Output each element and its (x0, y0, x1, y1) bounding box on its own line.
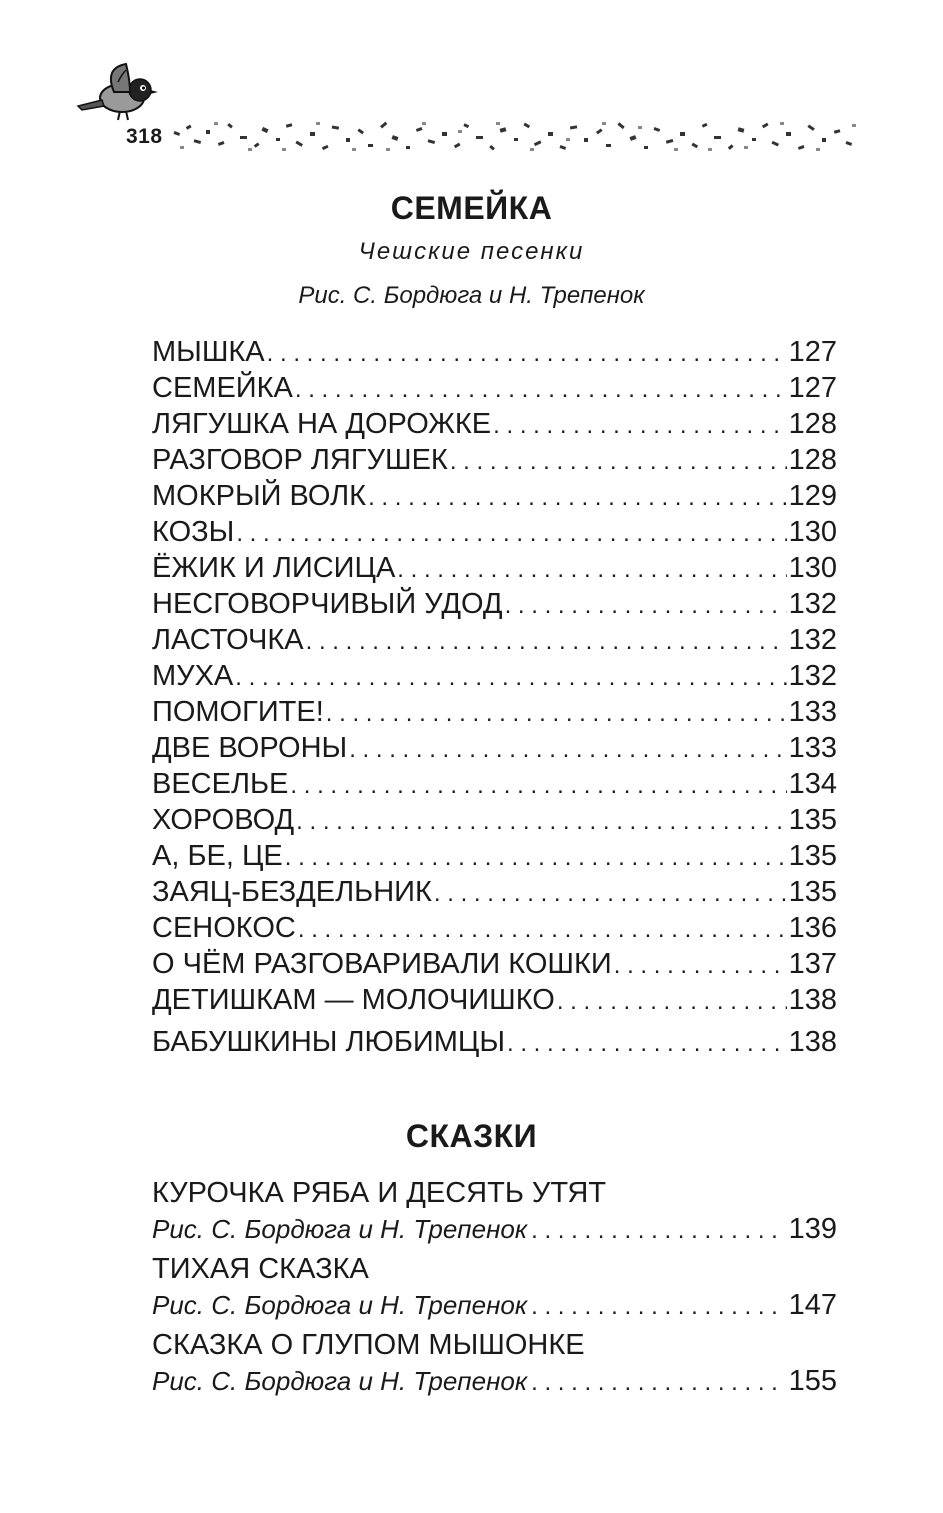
toc-entry-page: 128 (788, 408, 837, 440)
leader-dots (295, 372, 787, 408)
toc-entry-title: ЛАСТОЧКА (152, 624, 304, 656)
toc-entry-page: 135 (788, 876, 837, 908)
leader-dots (235, 660, 786, 696)
toc-entry-title: ДЕТИШКАМ — МОЛОЧИШКО (152, 984, 555, 1016)
toc-entry (152, 766, 837, 802)
toc-entry (152, 478, 837, 514)
toc-entry (152, 334, 837, 370)
toc-entry-title: А, БЕ, ЦЕ (152, 840, 283, 872)
toc-entry-title: МЫШКА (152, 336, 265, 368)
leader-dots (290, 768, 786, 804)
tale-title: ТИХАЯ СКАЗКА (152, 1253, 369, 1285)
toc-entry-title: ВЕСЕЛЬЕ (152, 768, 289, 800)
leader-dots (285, 840, 787, 876)
section-credit: Рис. С. Бордюга и Н. Трепенок (298, 282, 645, 309)
toc-entry (152, 406, 837, 442)
toc-entry-title: ДВЕ ВОРОНЫ (152, 732, 348, 764)
tale-page: 139 (788, 1213, 837, 1245)
tale-title: КУРОЧКА РЯБА И ДЕСЯТЬ УТЯТ (152, 1177, 607, 1209)
toc-entry (152, 550, 837, 586)
leader-dots (306, 624, 787, 660)
toc-entry-page: 130 (788, 552, 837, 584)
toc-entry (152, 694, 837, 730)
leader-dots (531, 1365, 785, 1401)
toc-entry-title: ЁЖИК И ЛИСИЦА (152, 552, 396, 584)
tale-entry (152, 1251, 837, 1323)
tales-list (152, 1175, 837, 1403)
leader-dots (531, 1213, 785, 1249)
toc-entry-page: 127 (788, 336, 837, 368)
leader-dots (614, 948, 787, 984)
section-title-family: СЕМЕЙКА (390, 190, 553, 226)
toc-entry-title: СЕМЕЙКА (152, 372, 293, 404)
section-subtitle: Чешские песенки (358, 238, 585, 265)
toc-list (152, 334, 837, 1060)
leader-dots (267, 336, 787, 372)
toc-entry-title: ПОМОГИТЕ! (152, 696, 324, 728)
tale-entry (152, 1327, 837, 1399)
toc-entry-title: БАБУШКИНЫ ЛЮБИМЦЫ (152, 1026, 505, 1058)
leader-dots (450, 444, 787, 480)
leader-dots (296, 804, 786, 840)
toc-entry (152, 982, 837, 1018)
leader-dots (531, 1289, 785, 1325)
leader-dots (557, 984, 787, 1020)
toc-entry-title: ЗАЯЦ-БЕЗДЕЛЬНИК (152, 876, 432, 908)
tale-credit-row (152, 1287, 837, 1323)
toc-entry-page: 127 (788, 372, 837, 404)
toc-entry (152, 946, 837, 982)
leader-dots (505, 588, 787, 624)
tale-entry (152, 1175, 837, 1247)
toc-entry (152, 730, 837, 766)
toc-entry-title: НЕСГОВОРЧИВЫЙ УДОД (152, 588, 503, 620)
toc-entry-page: 132 (788, 660, 837, 692)
toc-entry-page: 136 (788, 912, 837, 944)
leader-dots (298, 912, 787, 948)
toc-entry (152, 874, 837, 910)
toc-entry (152, 514, 837, 550)
toc-entry-page: 128 (788, 444, 837, 476)
tale-page: 155 (788, 1365, 837, 1397)
toc-entry-page: 137 (788, 948, 837, 980)
toc-entry (152, 910, 837, 946)
toc-entry-title: РАЗГОВОР ЛЯГУШЕК (152, 444, 448, 476)
toc-entry (152, 622, 837, 658)
toc-entry-title: ЛЯГУШКА НА ДОРОЖКЕ (152, 408, 492, 440)
tale-credit-row (152, 1363, 837, 1399)
leader-dots (236, 516, 786, 552)
toc-entry-title: МОКРЫЙ ВОЛК (152, 480, 367, 512)
toc-entry (152, 586, 837, 622)
toc-entry (152, 658, 837, 694)
page-number: 318 (126, 125, 163, 148)
decorative-border (170, 118, 860, 158)
toc-entry-page: 132 (788, 588, 837, 620)
tale-credit: Рис. С. Бордюга и Н. Трепенок (152, 1290, 528, 1320)
toc-entry-page: 132 (788, 624, 837, 656)
page-header (0, 0, 943, 170)
toc-entry-page: 133 (788, 696, 837, 728)
toc-entry-page: 135 (788, 804, 837, 836)
toc-entry-page: 135 (788, 840, 837, 872)
leader-dots (397, 552, 786, 588)
toc-entry-page: 129 (788, 480, 837, 512)
tale-credit-row (152, 1211, 837, 1247)
tale-credit: Рис. С. Бордюга и Н. Трепенок (152, 1214, 528, 1244)
toc-entry-title: ХОРОВОД (152, 804, 295, 836)
toc-entry-title: МУХА (152, 660, 234, 692)
tale-page: 147 (788, 1289, 837, 1321)
toc-entry-title: КОЗЫ (152, 516, 235, 548)
toc-entry-page: 133 (788, 732, 837, 764)
leader-dots (434, 876, 787, 912)
leader-dots (507, 1026, 787, 1062)
tale-title: СКАЗКА О ГЛУПОМ МЫШОНКЕ (152, 1329, 585, 1361)
leader-dots (368, 480, 787, 516)
section-title-tales: СКАЗКИ (405, 1118, 538, 1154)
tale-credit: Рис. С. Бордюга и Н. Трепенок (152, 1366, 528, 1396)
toc-entry (152, 370, 837, 406)
toc-entry (152, 1024, 837, 1060)
toc-entry-page: 134 (788, 768, 837, 800)
toc-entry-page: 138 (788, 1026, 837, 1058)
toc-entry (152, 802, 837, 838)
toc-entry (152, 442, 837, 478)
leader-dots (493, 408, 786, 444)
toc-entry-title: СЕНОКОС (152, 912, 296, 944)
sparrow-icon (74, 62, 164, 124)
toc-entry-title: О ЧЁМ РАЗГОВАРИВАЛИ КОШКИ (152, 948, 612, 980)
toc-entry-page: 138 (788, 984, 837, 1016)
leader-dots (326, 696, 787, 732)
leader-dots (349, 732, 786, 768)
toc-entry-page: 130 (788, 516, 837, 548)
toc-entry (152, 838, 837, 874)
